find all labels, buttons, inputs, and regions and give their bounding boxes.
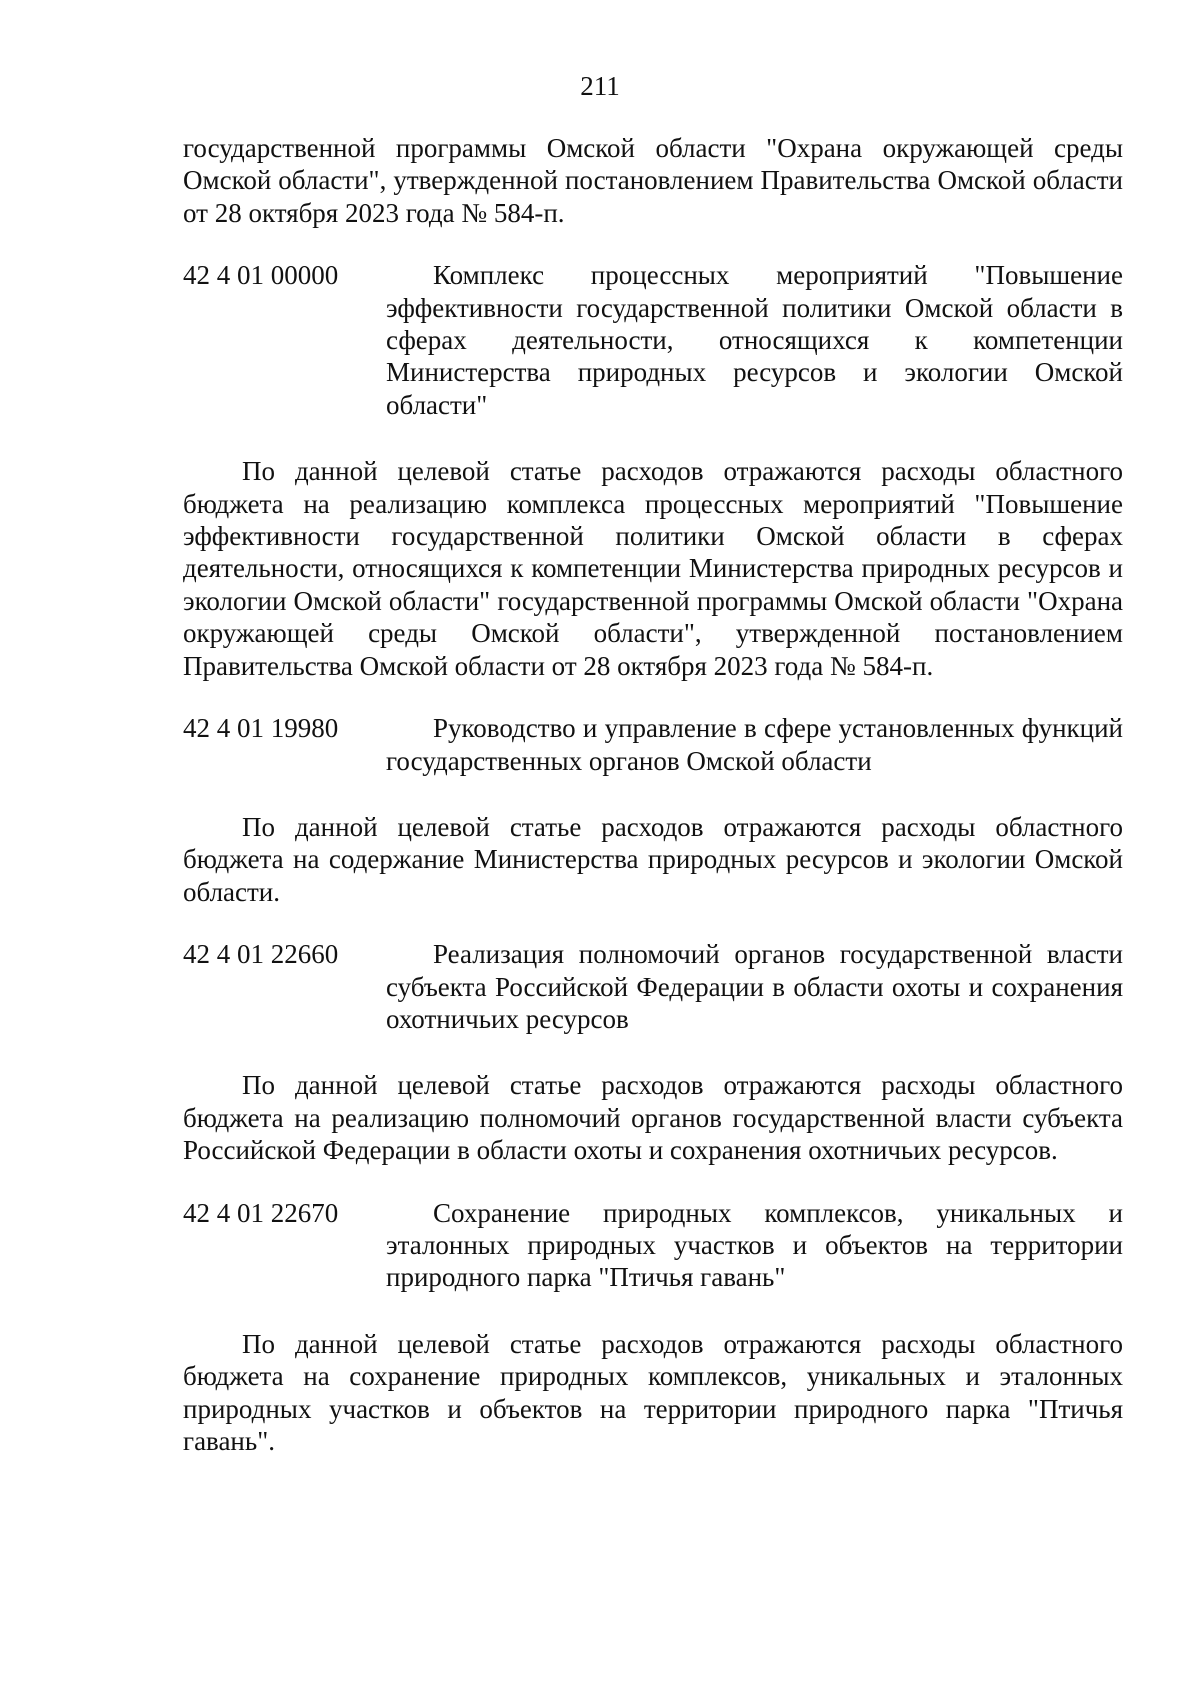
budget-entry [183,259,1123,421]
entry-code: 42 4 01 19980 [183,713,339,744]
entry-title: Комплекс процессных мероприятий "Повышение эффективности государственной политики Омской области в сферах деятельности, относящихся к компетенции Министерства природных ресурсов и экологии Омской области" [386,260,1123,420]
entry-description: По данной целевой статье расходов отражаются расходы областного бюджета на реализацию комплекса процессных мероприятий "Повышение эффективности государственной политики Омской области в сферах деятельности, относящихся к компетенции Министерства природных ресурсов и экологии Омской области" государственной программы Омской области "Охрана окружающей среды Омской области", утвержденной постановлением Правительства Омской области от 28 октября 2023 года № 584-п. [183,456,1123,681]
intro-paragraph: государственной программы Омской области "Охрана окружающей среды Омской области", утвержденной постановлением Правительства Омской области от 28 октября 2023 года № 584-п. [183,133,1123,228]
entry-code: 42 4 01 22660 [183,939,339,970]
entry-description: По данной целевой статье расходов отражаются расходы областного бюджета на содержание Министерства природных ресурсов и экологии Омской области. [183,811,1123,907]
entry-description: По данной целевой статье расходов отражаются расходы областного бюджета на сохранение природных комплексов, уникальных и эталонных природных участков и объектов на территории природного парка "Птичья гавань". [183,1328,1123,1456]
entry-title: Реализация полномочий органов государственной власти субъекта Российской Федерации в области охоты и сохранения охотничьих ресурсов [386,939,1123,1034]
entry-code: 42 4 01 22670 [183,1197,339,1228]
entry-description: По данной целевой статье расходов отражаются расходы областного бюджета на реализацию полномочий органов государственной власти субъекта Российской Федерации в области охоты и сохранения охотничьих ресурсов. [183,1070,1123,1166]
budget-entry [183,938,1123,1035]
budget-entry [183,1197,1123,1294]
budget-entry [183,712,1123,777]
document-body [183,132,1123,1457]
entry-code: 42 4 01 00000 [183,260,339,291]
entry-title: Сохранение природных комплексов, уникальных и эталонных природных участков и объектов на территории природного парка "Птичья гавань" [386,1197,1123,1293]
entry-title: Руководство и управление в сфере установленных функций государственных органов Омской области [386,713,1123,776]
page-number: 211 [580,71,620,101]
